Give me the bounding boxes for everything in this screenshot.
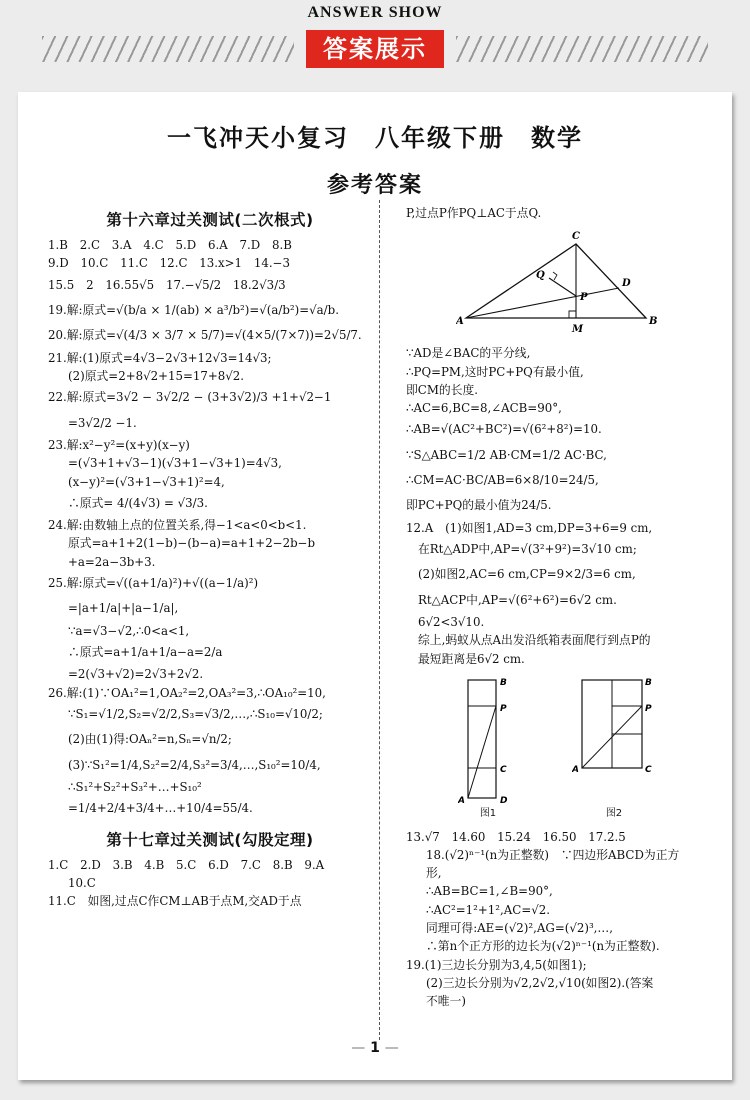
fig2-label-c: C (645, 765, 652, 776)
right-mid-answers (406, 344, 718, 668)
answer-line: (2)三边长分别为√2,2√2,√10(如图2).(答案 (426, 975, 654, 990)
label-b: B (649, 316, 658, 328)
answer-line: 不唯一) (426, 994, 466, 1009)
fig1-label-p: P (500, 704, 507, 715)
chapter17-title: 第十七章过关测试(勾股定理) (106, 830, 314, 849)
answer-line: Rt△ACP中,AP=√(6²+6²)=6√2 cm. (418, 592, 617, 607)
answer-line: (2)原式=2+8√2+15=17+8√2. (68, 368, 245, 383)
right-column (406, 204, 718, 1010)
fig1-label-d: D (500, 796, 508, 807)
answer-line: =|a+1/a|+|a−1/a|, (68, 601, 179, 616)
answer-line: 13.√7 14.60 15.24 16.50 17.2.5 (406, 829, 626, 844)
label-a: A (456, 316, 464, 328)
answer-line: 19.解:原式=√(b/a × 1/(ab) × a³/b²)=√(a/b²)=√a/b. (48, 302, 339, 317)
answer-line: 19.(1)三边长分别为3,4,5(如图1); (406, 957, 587, 972)
answer-line: 20.解:原式=√(4/3 × 3/7 × 5/7)=√(4×5/(7×7))=2√5/7. (48, 328, 362, 343)
answer-line: ∴CM=AC·BC/AB=6×8/10=24/5, (406, 473, 599, 488)
triangle-figure (456, 226, 666, 338)
answer-line: ∴原式=a+1/a+1/a−a=2/a (68, 644, 223, 659)
answer-line: ∵AD是∠BAC的平分线, (406, 346, 531, 361)
answer-line: 即CM的长度. (406, 382, 479, 397)
fig2-label-b: B (645, 678, 652, 689)
answer-line: ∴AC²=1²+1²,AC=√2. (426, 902, 550, 917)
page-number-value: 1 (370, 1040, 380, 1056)
answer-line: =2(√3+√2)=2√3+2√2. (68, 667, 204, 682)
banner-title: ANSWER SHOW (307, 4, 443, 21)
chapter16-title: 第十六章过关测试(二次根式) (106, 211, 314, 229)
label-p: P (580, 292, 588, 304)
answer-line: 在Rt△ADP中,AP=√(3²+9²)=3√10 cm; (418, 542, 637, 557)
answer-line: 同理可得:AE=(√2)²,AG=(√2)³,…, (426, 920, 613, 935)
answer-show-badge: 答案展示 (306, 30, 444, 68)
left-column (48, 206, 372, 910)
answer-line: 12.A (1)如图1,AD=3 cm,DP=3+6=9 cm, (406, 520, 653, 535)
answer-line: 15.5 2 16.55√5 17.−√5/2 18.2√3/3 (48, 277, 286, 292)
chapter17-answers (48, 856, 372, 911)
fig1-label-a: A (458, 796, 465, 807)
answer-line: 原式=a+1+2(1−b)−(b−a)=a+1+2−2b−b (68, 536, 316, 551)
answer-line: 6√2<3√10. (418, 615, 485, 630)
answer-line: ∴原式= 4/(4√3) = √3/3. (68, 495, 208, 510)
answer-line: 11.C 如图,过点C作CM⊥AB于点M,交AD于点 (48, 894, 302, 909)
answer-line: 18.(√2)ⁿ⁻¹(n为正整数) ∵四边形ABCD为正方 (426, 847, 680, 862)
label-c: C (572, 231, 580, 243)
answer-line: (x−y)²=(√3+1−√3+1)²=4, (68, 474, 225, 489)
label-m: M (572, 324, 584, 336)
page-number (18, 1040, 732, 1056)
answer-line: 9.D 10.C 11.C 12.C 13.x>1 14.−3 (48, 256, 291, 271)
right-top-answers (406, 204, 718, 222)
answer-line: ∴AB=√(AC²+BC²)=√(6²+8²)=10. (406, 422, 602, 437)
answer-line: (2)由(1)得:OAₙ²=n,Sₙ=√n/2; (68, 732, 232, 747)
answer-line: ∵S△ABC=1/2 AB·CM=1/2 AC·BC, (406, 447, 607, 462)
answer-line: (2)如图2,AC=6 cm,CP=9×2/3=6 cm, (418, 567, 636, 582)
answer-line: P,过点P作PQ⊥AC于点Q. (406, 206, 542, 220)
answer-line: +a=2a−3b+3. (68, 554, 156, 569)
page-dash-right: — (384, 1040, 399, 1056)
figure-2 (572, 676, 656, 822)
answer-line: 10.C (68, 875, 96, 890)
answer-line: ∴AC=6,BC=8,∠ACB=90°, (406, 401, 562, 416)
answer-line: ∴S₁²+S₂²+S₃²+…+S₁₀² (68, 779, 202, 794)
fig2-caption: 图2 (605, 808, 623, 820)
label-d: D (622, 278, 631, 290)
answer-line: =1/4+2/4+3/4+…+10/4=55/4. (68, 801, 253, 816)
answer-line: =3√2/2 −1. (68, 415, 137, 430)
answer-line: ∵S₁=√1/2,S₂=√2/2,S₃=√3/2,…,∴S₁₀=√10/2; (68, 706, 323, 721)
answer-line: =(√3+1+√3−1)(√3+1−√3+1)=4√3, (68, 456, 282, 471)
answer-line: 22.解:原式=3√2 − 3√2/2 − (3+3√2)/3 +1+√2−1 (48, 390, 332, 405)
answer-line: 24.解:由数轴上点的位置关系,得−1<a<0<b<1. (48, 518, 307, 533)
answer-line: 21.解:(1)原式=4√3−2√3+12√3=14√3; (48, 350, 272, 365)
label-q: Q (536, 270, 545, 282)
answer-line: ∴第n个正方形的边长为(√2)ⁿ⁻¹(n为正整数). (426, 939, 660, 954)
chapter16-answers (48, 236, 372, 822)
page-dash-left: — (351, 1040, 366, 1056)
answer-line: 即PC+PQ的最小值为24/5. (406, 498, 552, 513)
answer-line: 23.解:x²−y²=(x+y)(x−y) (48, 437, 190, 452)
box-figures (458, 676, 718, 822)
answer-line: 1.C 2.D 3.B 4.B 5.C 6.D 7.C 8.B 9.A (48, 857, 325, 872)
answer-line: 最短距离是6√2 cm. (418, 651, 525, 666)
answer-line: ∴PQ=PM,这时PC+PQ有最小值, (406, 364, 584, 379)
hatch-decoration-left (42, 36, 294, 62)
figure-1 (458, 676, 518, 822)
fig1-caption: 图1 (479, 808, 497, 820)
fig2-label-a: A (572, 765, 579, 776)
column-divider (379, 200, 380, 1040)
answer-line: 26.解:(1)∵OA₁²=1,OA₂²=2,OA₃²=3,∴OA₁₀²=10, (48, 685, 326, 700)
answer-line: (3)∵S₁²=1/4,S₂²=2/4,S₃²=3/4,…,S₁₀²=10/4, (68, 757, 321, 772)
fig1-label-c: C (500, 765, 507, 776)
hatch-decoration-right (456, 36, 708, 62)
answer-line: 1.B 2.C 3.A 4.C 5.D 6.A 7.D 8.B (48, 238, 292, 253)
answer-line: 综上,蚂蚁从点A出发沿纸箱表面爬行到点P的 (418, 633, 651, 648)
fig2-label-p: P (645, 704, 652, 715)
answer-line: 25.解:原式=√((a+1/a)²)+√((a−1/a)²) (48, 575, 259, 590)
answer-line: ∵a=√3−√2,∴0<a<1, (68, 623, 190, 638)
answer-line: 形, (426, 866, 442, 881)
right-bottom-answers (406, 828, 718, 1011)
fig1-label-b: B (500, 678, 507, 689)
answer-heading: 参考答案 (326, 172, 423, 198)
book-title: 一飞冲天小复习 八年级下册 数学 (167, 124, 583, 152)
answer-line: ∴AB=BC=1,∠B=90°, (426, 884, 553, 899)
